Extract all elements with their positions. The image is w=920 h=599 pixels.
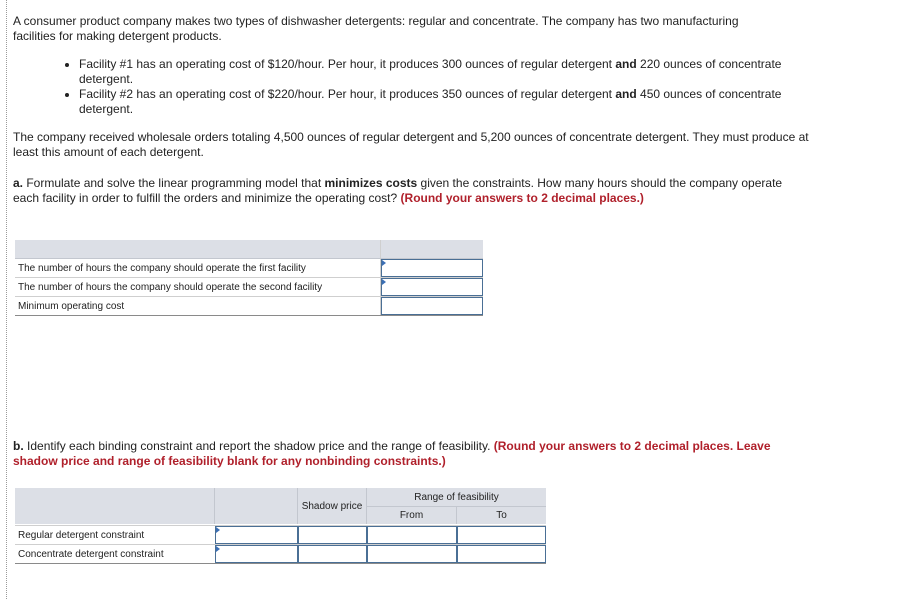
concentrate-shadow-price-input[interactable] <box>298 545 367 563</box>
part-b-question: b. Identify each binding constraint and report the shadow price and the range of feasibility. (Round your answers to 2 decimal places. Leave shadow price and range of feasibility blank for any nonbinding constraints.) <box>13 439 771 468</box>
orders-paragraph: The company received wholesale orders totaling 4,500 ounces of regular detergent and 5,200 ounces of concentrate detergent. They must produce at least this amount of each detergent. <box>13 130 809 159</box>
facility-2-item: Facility #2 has an operating cost of $220/hour. Per hour, it produces 350 ounces of regular detergent and 450 ounces of concentrate detergent. <box>63 87 783 117</box>
hours-facility-2-input[interactable] <box>381 278 483 296</box>
regular-shadow-price-input[interactable] <box>298 526 367 544</box>
part-b-answer-table <box>15 488 546 564</box>
bullet-icon <box>65 93 69 97</box>
from-header: From <box>367 507 457 525</box>
input-marker-icon <box>216 527 220 533</box>
range-of-feasibility-header: Range of feasibility <box>367 488 547 507</box>
shadow-price-header: Shadow price <box>298 488 367 524</box>
regular-range-to-input[interactable] <box>457 526 547 544</box>
facility-1-list <box>63 57 783 87</box>
row-label: Minimum operating cost <box>15 297 381 316</box>
table-row <box>15 297 483 316</box>
facility-1-item: Facility #1 has an operating cost of $120/hour. Per hour, it produces 300 ounces of regular detergent and 220 ounces of concentrate detergent. <box>63 57 783 87</box>
row-label: The number of hours the company should operate the first facility <box>15 259 381 278</box>
row-label: The number of hours the company should operate the second facility <box>15 278 381 297</box>
table-row <box>15 545 546 564</box>
hours-facility-1-input[interactable] <box>381 259 483 277</box>
part-a-answer-table <box>15 240 483 316</box>
row-label: Concentrate detergent constraint <box>15 545 215 564</box>
input-marker-icon <box>216 546 220 552</box>
bullet-icon <box>65 63 69 67</box>
part-a-question: a. Formulate and solve the linear programming model that minimizes costs given the constraints. How many hours should the company operate each facility in order to fulfill the orders and minimize the operating cost? (Round your answers to 2 decimal places.) <box>13 176 783 205</box>
table-row <box>15 259 483 278</box>
to-header: To <box>457 507 547 525</box>
input-marker-icon <box>382 260 386 266</box>
intro-paragraph: A consumer product company makes two types of dishwasher detergents: regular and concentrate. The company has two manufacturing facilities for making detergent products. <box>13 14 739 43</box>
table-header-row <box>15 488 546 507</box>
regular-range-from-input[interactable] <box>367 526 457 544</box>
row-label: Regular detergent constraint <box>15 526 215 545</box>
left-dotted-border <box>6 0 7 599</box>
min-cost-input[interactable] <box>381 297 483 315</box>
concentrate-binding-select[interactable] <box>215 545 298 563</box>
concentrate-range-to-input[interactable] <box>457 545 547 563</box>
table-header-row <box>15 240 483 259</box>
table-row <box>15 526 546 545</box>
table-row <box>15 278 483 297</box>
regular-binding-select[interactable] <box>215 526 298 544</box>
input-marker-icon <box>382 279 386 285</box>
facility-2-list <box>63 87 783 117</box>
concentrate-range-from-input[interactable] <box>367 545 457 563</box>
